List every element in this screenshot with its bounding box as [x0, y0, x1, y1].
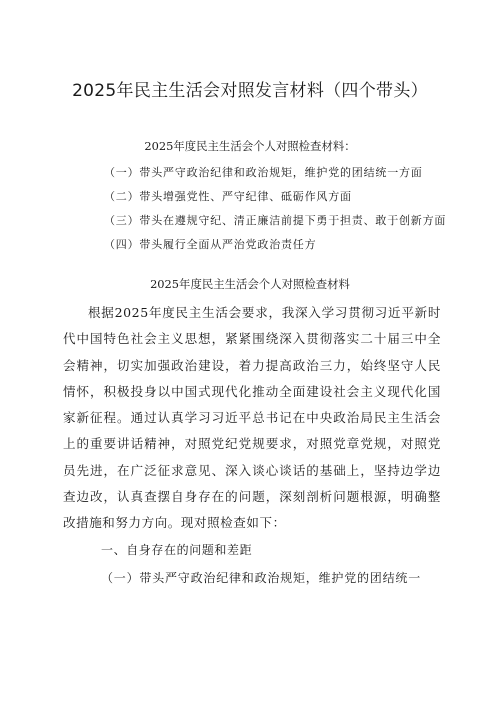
- document-title: 2025年民主生活会对照发言材料（四个带头）: [72, 81, 428, 101]
- section-heading: 2025年度民主生活会个人对照检查材料: [150, 277, 350, 291]
- subsection-item-heading: （一）带头严守政治纪律和政治规矩，维护党的团结统一: [101, 571, 422, 585]
- toc-heading: 2025年度民主生活会个人对照检查材料：: [144, 139, 356, 153]
- toc-item-3: （三）带头在遵规守纪、清正廉洁前提下勇于担责、敢于创新方面: [104, 214, 447, 227]
- body-paragraph: 根据2025年度民主生活会要求，我深入学习贯彻习近平新时代中国特色社会主义思想，紧紧围绕深入贯彻落实二十届三中全会精神，切实加强政治建设，着力提高政治三力，始终坚守人民情怀，积极投身以中国式现代化推动全面建设社会主义现代化国家新征程。通过认真学习习近平总书记在中央政治局民主生活会上的重要讲话精神，对照党纪党规要求，对照党章党规，对照党员先进，在广泛征求意见、深入谈心谈话的基础上，坚持边学边查边改，认真查摆自身存在的问题，深刻剖析问题根源，明确整改措施和努力方向。现对照检查如下：: [63, 305, 441, 531]
- toc-item-4: （四）带头履行全面从严治党政治责任方: [104, 238, 317, 251]
- subsection-heading: 一、自身存在的问题和差距: [101, 543, 253, 557]
- toc-item-2: （二）带头增强党性、严守纪律、砥砺作风方面: [104, 190, 352, 203]
- toc-item-1: （一）带头严守政治纪律和政治规矩，维护党的团结统一方面: [104, 166, 423, 179]
